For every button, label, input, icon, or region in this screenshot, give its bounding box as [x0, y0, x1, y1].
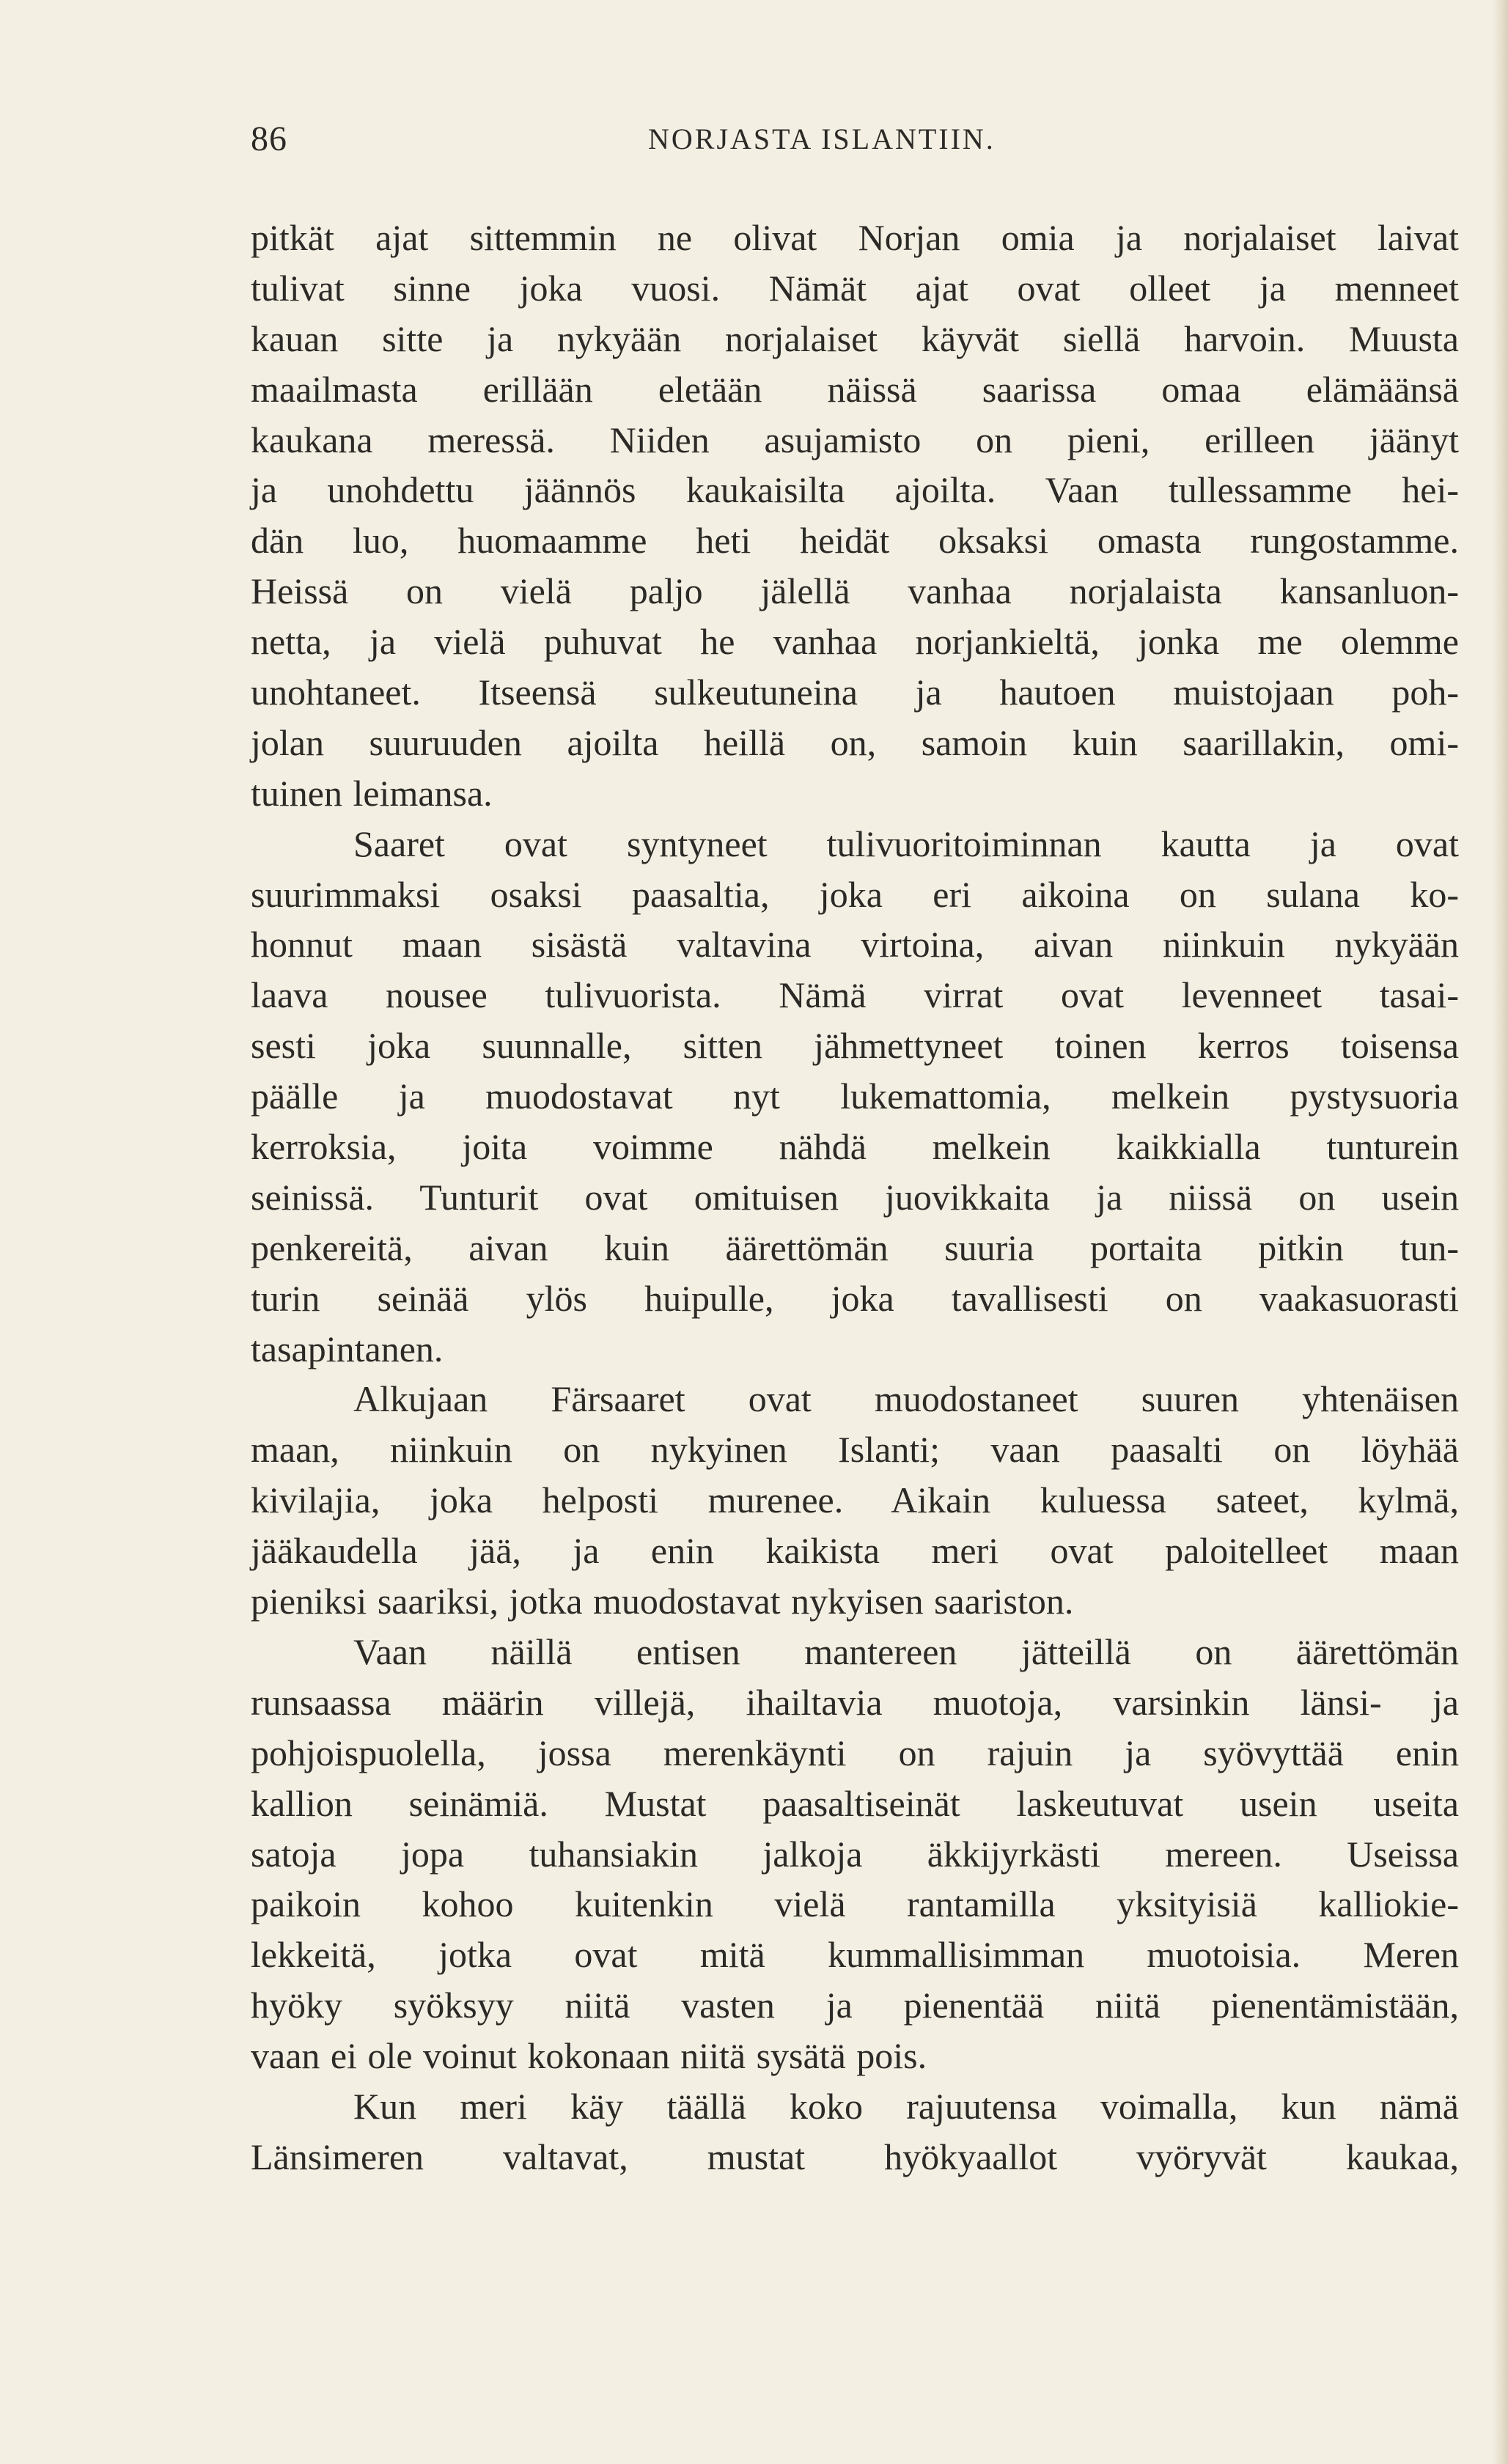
paragraph-start-line: Vaan näillä entisen mantereen jätteillä on äärettömän: [353, 1630, 1459, 1672]
text-line: sesti joka suunnalle, sitten jähmettyneet toinen kerros toisensa: [251, 1025, 1459, 1067]
running-title: NORJASTA ISLANTIIN.: [648, 122, 996, 155]
text-line: tulivat sinne joka vuosi. Nämät ajat ovat olleet ja menneet: [251, 267, 1459, 309]
text-line: pitkät ajat sittemmin ne olivat Norjan omia ja norjalaiset laivat: [251, 217, 1459, 258]
text-line: Länsimeren valtavat, mustat hyökyaallot vyöryvät kaukaa,: [251, 2136, 1459, 2177]
text-line: netta, ja vielä puhuvat he vanhaa norjankieltä, jonka me olemme: [251, 621, 1459, 663]
text-line: ja unohdettu jäännös kaukaisilta ajoilta. Vaan tullessamme hei-: [251, 469, 1459, 511]
text-line: vaan ei ole voinut kokonaan niitä sysätä pois.: [251, 2035, 927, 2077]
text-line: hyöky syöksyy niitä vasten ja pienentää niitä pienentämistään,: [251, 1985, 1459, 2026]
text-line: tuinen leimansa.: [251, 772, 493, 814]
text-line: kerroksia, joita voimme nähdä melkein kaikkialla tunturein: [251, 1126, 1459, 1168]
text-line: paikoin kohoo kuitenkin vielä rantamilla yksityisiä kalliokie-: [251, 1883, 1459, 1925]
text-line: honnut maan sisästä valtavina virtoina, aivan niinkuin nykyään: [251, 924, 1459, 966]
text-line: dän luo, huomaamme heti heidät oksaksi omasta rungostamme.: [251, 520, 1459, 562]
text-line: kivilajia, joka helposti murenee. Aikain kuluessa sateet, kylmä,: [251, 1479, 1459, 1521]
text-line: jääkaudella jää, ja enin kaikista meri ovat paloitelleet maan: [251, 1530, 1459, 1572]
text-line: satoja jopa tuhansiakin jalkoja äkkijyrkästi mereen. Useissa: [251, 1833, 1459, 1875]
text-line: unohtaneet. Itseensä sulkeutuneina ja hautoen muistojaan poh-: [251, 672, 1459, 713]
text-line: jolan suuruuden ajoilta heillä on, samoin kuin saarillakin, omi-: [251, 721, 1459, 763]
paragraph-start-line: Kun meri käy täällä koko rajuutensa voimalla, kun nämä: [353, 2085, 1459, 2127]
text-line: penkereitä, aivan kuin äärettömän suuria portaita pitkin tun-: [251, 1227, 1459, 1268]
text-line: lekkeitä, jotka ovat mitä kummallisimman muotoisia. Meren: [251, 1934, 1459, 1976]
text-line: pieniksi saariksi, jotka muodostavat nykyisen saariston.: [251, 1581, 1074, 1622]
text-line: päälle ja muodostavat nyt lukemattomia, melkein pystysuoria: [251, 1075, 1459, 1117]
text-line: suurimmaksi osaksi paasaltia, joka eri aikoina on sulana ko-: [251, 873, 1459, 915]
page-edge-shadow: [1492, 0, 1508, 2464]
text-line: maan, niinkuin on nykyinen Islanti; vaan paasalti on löyhää: [251, 1429, 1459, 1471]
paragraph-start-line: Alkujaan Färsaaret ovat muodostaneet suuren yhtenäisen: [353, 1378, 1459, 1420]
page-header: [251, 119, 1468, 177]
text-line: runsaassa määrin villejä, ihailtavia muotoja, varsinkin länsi- ja: [251, 1681, 1459, 1723]
text-line: kallion seinämiä. Mustat paasaltiseinät laskeutuvat usein useita: [251, 1782, 1459, 1824]
body-text: [251, 213, 1459, 2182]
text-line: maailmasta erillään eletään näissä saarissa omaa elämäänsä: [251, 368, 1459, 410]
page-number: 86: [251, 119, 287, 158]
text-line: Heissä on vielä paljo jälellä vanhaa norjalaista kansanluon-: [251, 570, 1459, 612]
text-line: turin seinää ylös huipulle, joka tavallisesti on vaakasuorasti: [251, 1277, 1459, 1319]
text-line: laava nousee tulivuorista. Nämä virrat ovat levenneet tasai-: [251, 974, 1459, 1016]
text-line: kauan sitte ja nykyään norjalaiset käyvät siellä harvoin. Muusta: [251, 317, 1459, 359]
paragraph-start-line: Saaret ovat syntyneet tulivuoritoiminnan kautta ja ovat: [353, 823, 1459, 864]
text-line: pohjoispuolella, jossa merenkäynti on rajuin ja syövyttää enin: [251, 1732, 1459, 1773]
text-line: tasapintanen.: [251, 1328, 444, 1369]
text-line: seinissä. Tunturit ovat omituisen juovikkaita ja niissä on usein: [251, 1176, 1459, 1218]
text-line: kaukana meressä. Niiden asujamisto on pieni, erilleen jäänyt: [251, 419, 1459, 460]
